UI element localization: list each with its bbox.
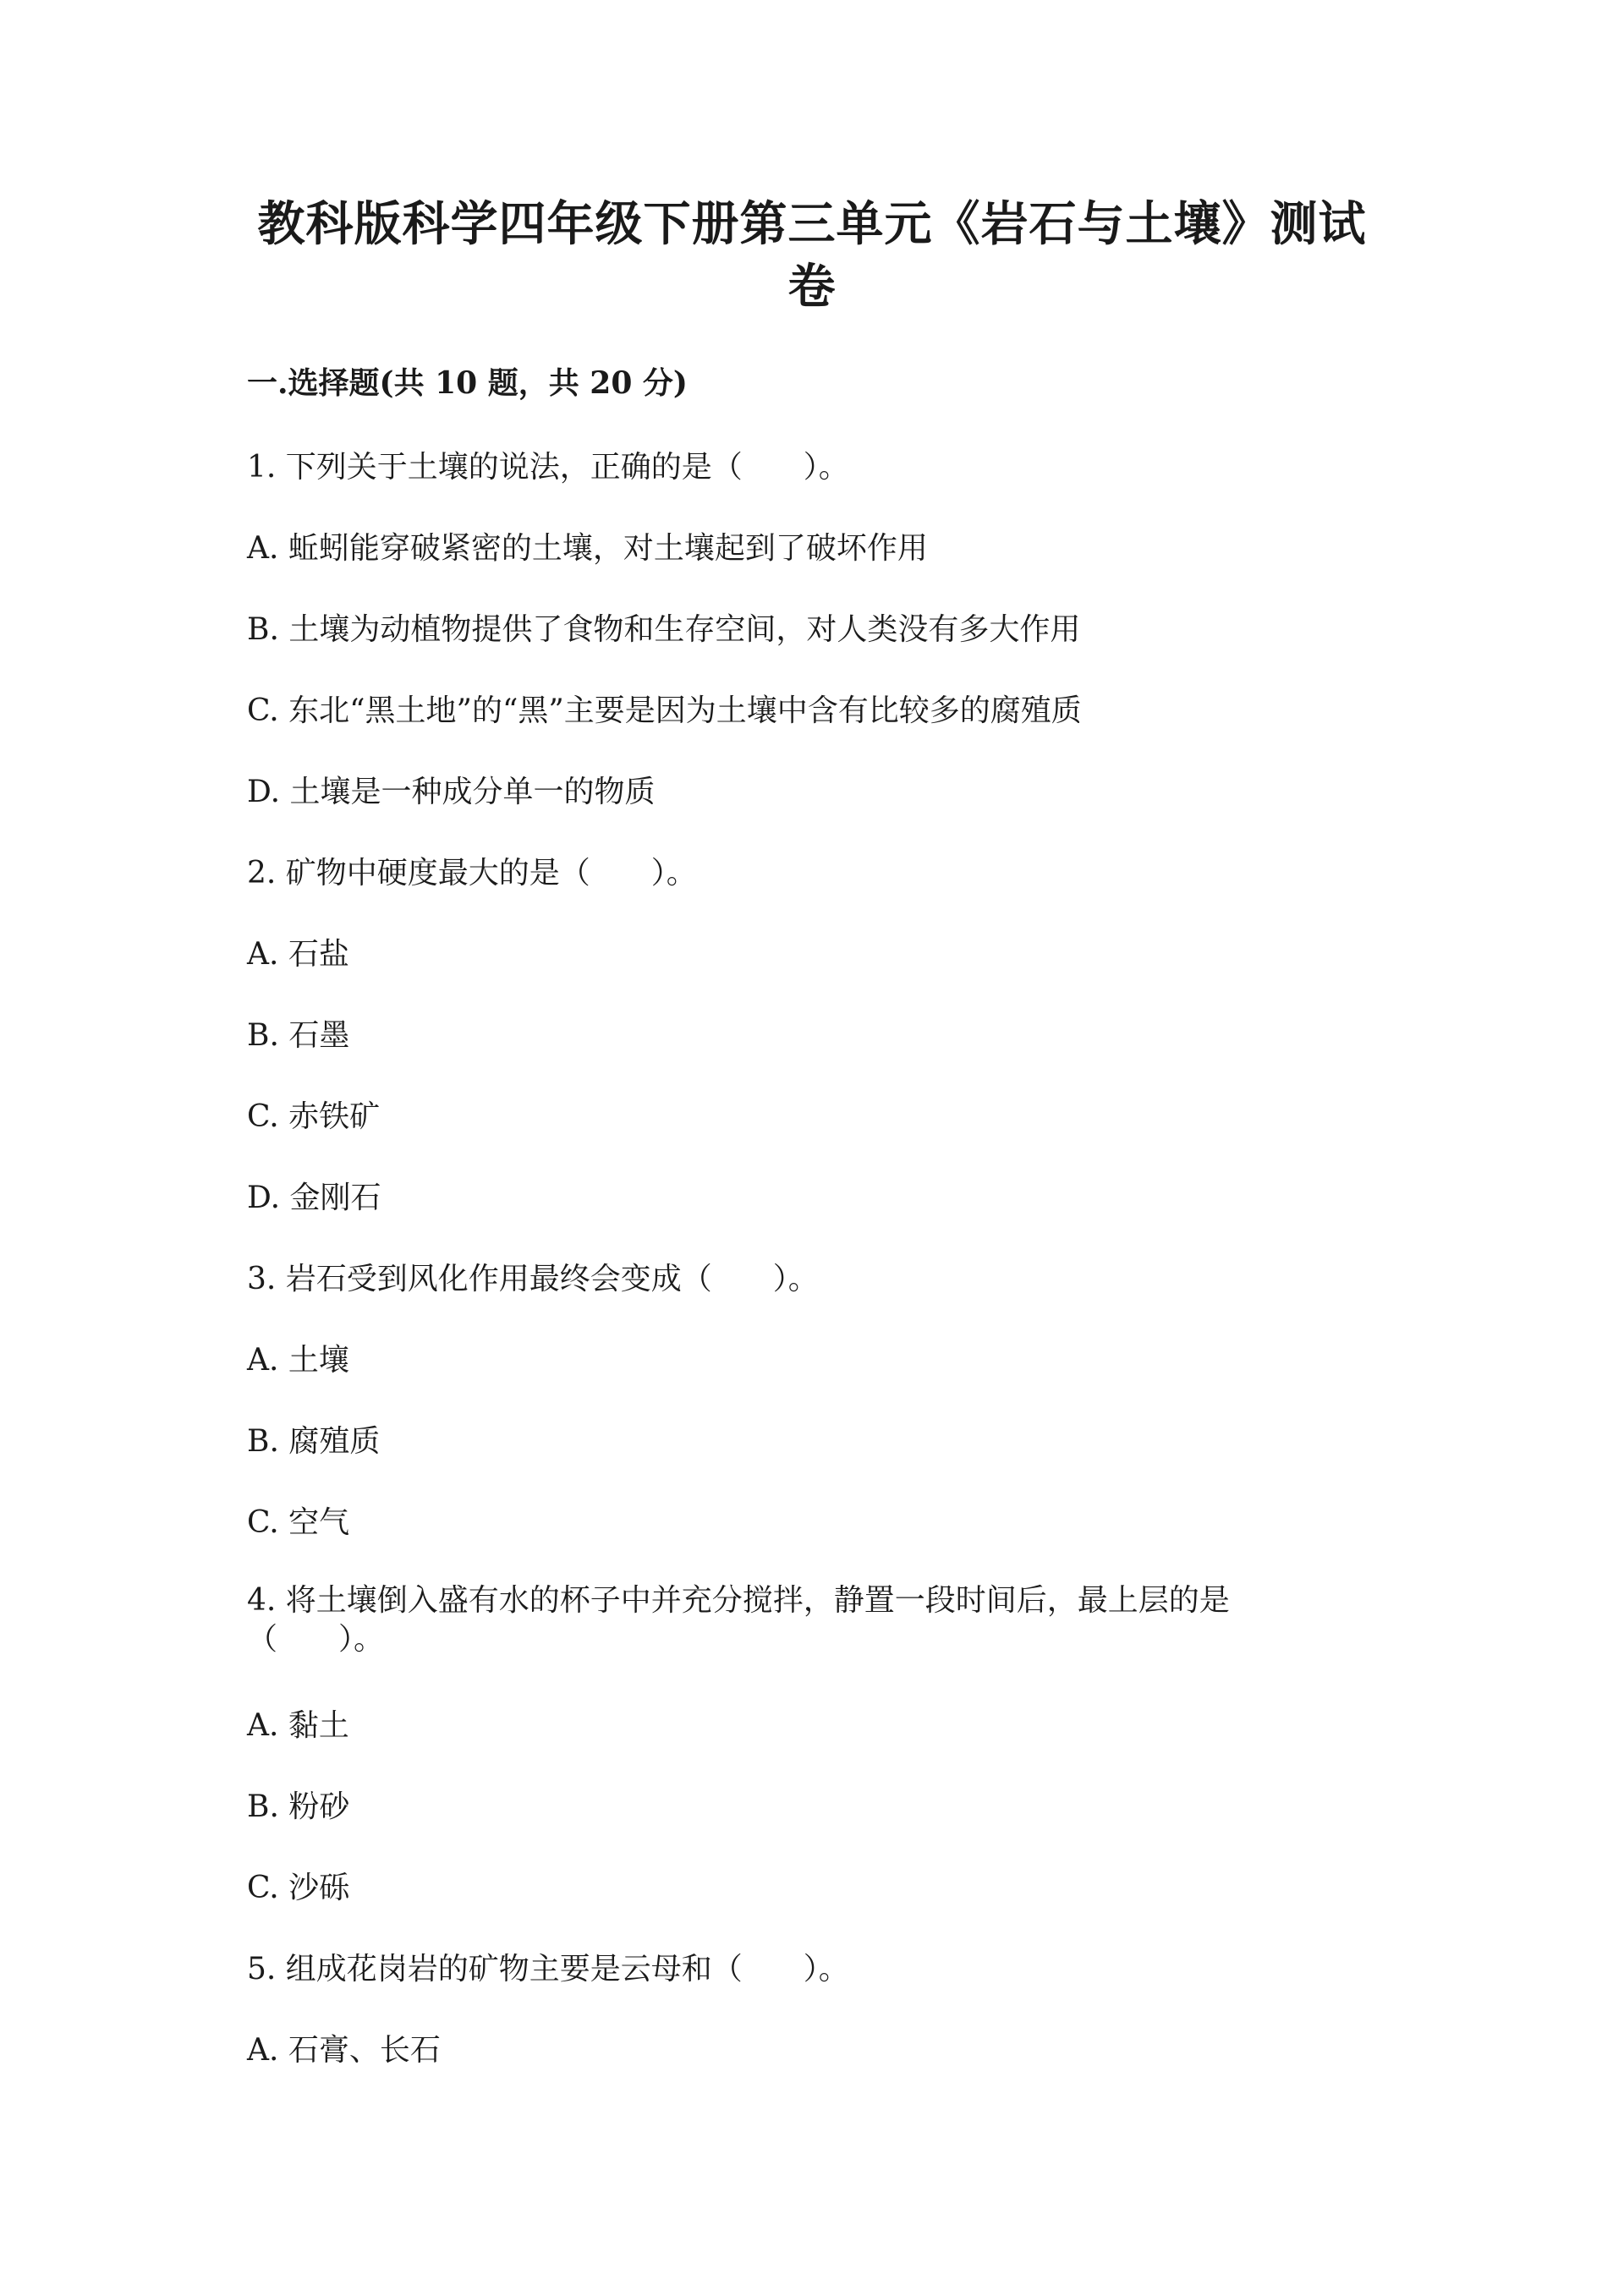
document-title: 教科版科学四年级下册第三单元《岩石与土壤》测试卷: [257, 196, 1367, 315]
question-5-stem: 5. 组成花岗岩的矿物主要是云母和（ ）。: [247, 1952, 849, 1986]
question-2-stem: 2. 矿物中硬度最大的是（ ）。: [247, 856, 697, 890]
question-4-option-a: A. 黏土: [247, 1708, 349, 1743]
question-4-option-b: B. 粉砂: [247, 1789, 350, 1824]
question-4-option-c: C. 沙砾: [247, 1871, 350, 1905]
question-3-option-c: C. 空气: [247, 1505, 350, 1540]
question-5-option-a: A. 石膏、长石: [247, 2033, 441, 2068]
question-1-option-d: D. 土壤是一种成分单一的物质: [247, 775, 656, 809]
question-3-option-b: B. 腐殖质: [247, 1424, 381, 1459]
question-2-option-c: C. 赤铁矿: [247, 1099, 381, 1134]
question-3-option-a: A. 土壤: [247, 1343, 349, 1378]
question-1-option-b: B. 土壤为动植物提供了食物和生存空间，对人类没有多大作用: [247, 612, 1081, 647]
question-4-stem: 4. 将土壤倒入盛有水的杯子中并充分搅拌，静置一段时间后，最上层的是（ ）。: [247, 1583, 1230, 1657]
section-heading: 一.选择题(共 10 题，共 20 分): [247, 365, 688, 401]
question-1-option-a: A. 蚯蚓能穿破紧密的土壤，对土壤起到了破坏作用: [247, 531, 928, 566]
question-3-stem: 3. 岩石受到风化作用最终会变成（ ）。: [247, 1262, 819, 1296]
question-2-option-a: A. 石盐: [247, 937, 349, 972]
question-1-option-c: C. 东北“黑土地”的“黑”主要是因为土壤中含有比较多的腐殖质: [247, 693, 1082, 728]
question-2-option-b: B. 石墨: [247, 1018, 350, 1053]
question-2-option-d: D. 金刚石: [247, 1181, 381, 1215]
question-1-stem: 1. 下列关于土壤的说法，正确的是（ ）。: [247, 450, 849, 485]
